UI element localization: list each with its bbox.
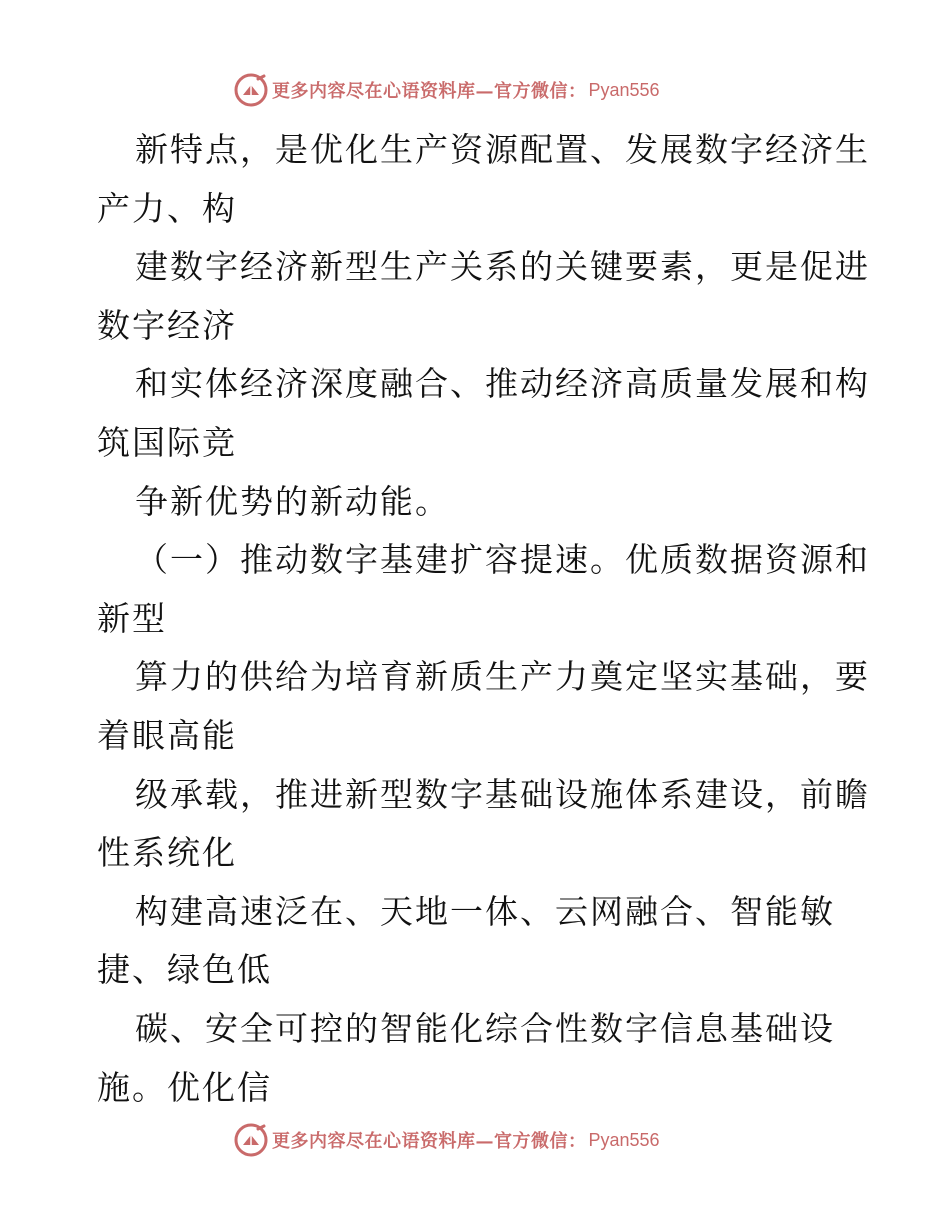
footer-watermark [234,1122,660,1158]
text-line: 着眼高能 [97,715,237,755]
text-line: 捷、绿色低 [97,950,272,990]
text-line: 构建高速泛在、天地一体、云网融合、智能敏 [135,891,835,931]
text-line: 争新优势的新动能。 [135,481,450,521]
book-logo-icon [234,1123,268,1157]
text-line: 产力、构 [97,188,237,228]
text-line: （一）推动数字基建扩容提速。优质数据资源和 [135,540,870,580]
text-line: 施。优化信 [97,1067,272,1107]
text-line: 和实体经济深度融合、推动经济高质量发展和构 [135,364,870,404]
wechat-id: Pyan556 [588,79,660,100]
watermark-text: 更多内容尽在心语资料库—官方微信： [272,1131,587,1152]
text-line: 建数字经济新型生产关系的关键要素，更是促进 [135,247,870,287]
text-line: 新特点，是优化生产资源配置、发展数字经济生 [135,130,870,169]
document-body [97,121,870,1117]
text-line: 新型 [97,598,167,638]
text-line: 筑国际竞 [97,422,237,462]
text-line: 性系统化 [97,833,237,873]
watermark-text: 更多内容尽在心语资料库—官方微信： [272,81,587,102]
wechat-id: Pyan556 [588,1129,660,1150]
book-logo-icon [234,73,268,107]
text-line: 级承载，推进新型数字基础设施体系建设，前瞻 [135,774,870,814]
text-line: 数字经济 [97,305,237,345]
header-watermark [234,72,660,108]
text-line: 算力的供给为培育新质生产力奠定坚实基础，要 [135,657,870,697]
text-line: 碳、安全可控的智能化综合性数字信息基础设 [135,1008,835,1048]
